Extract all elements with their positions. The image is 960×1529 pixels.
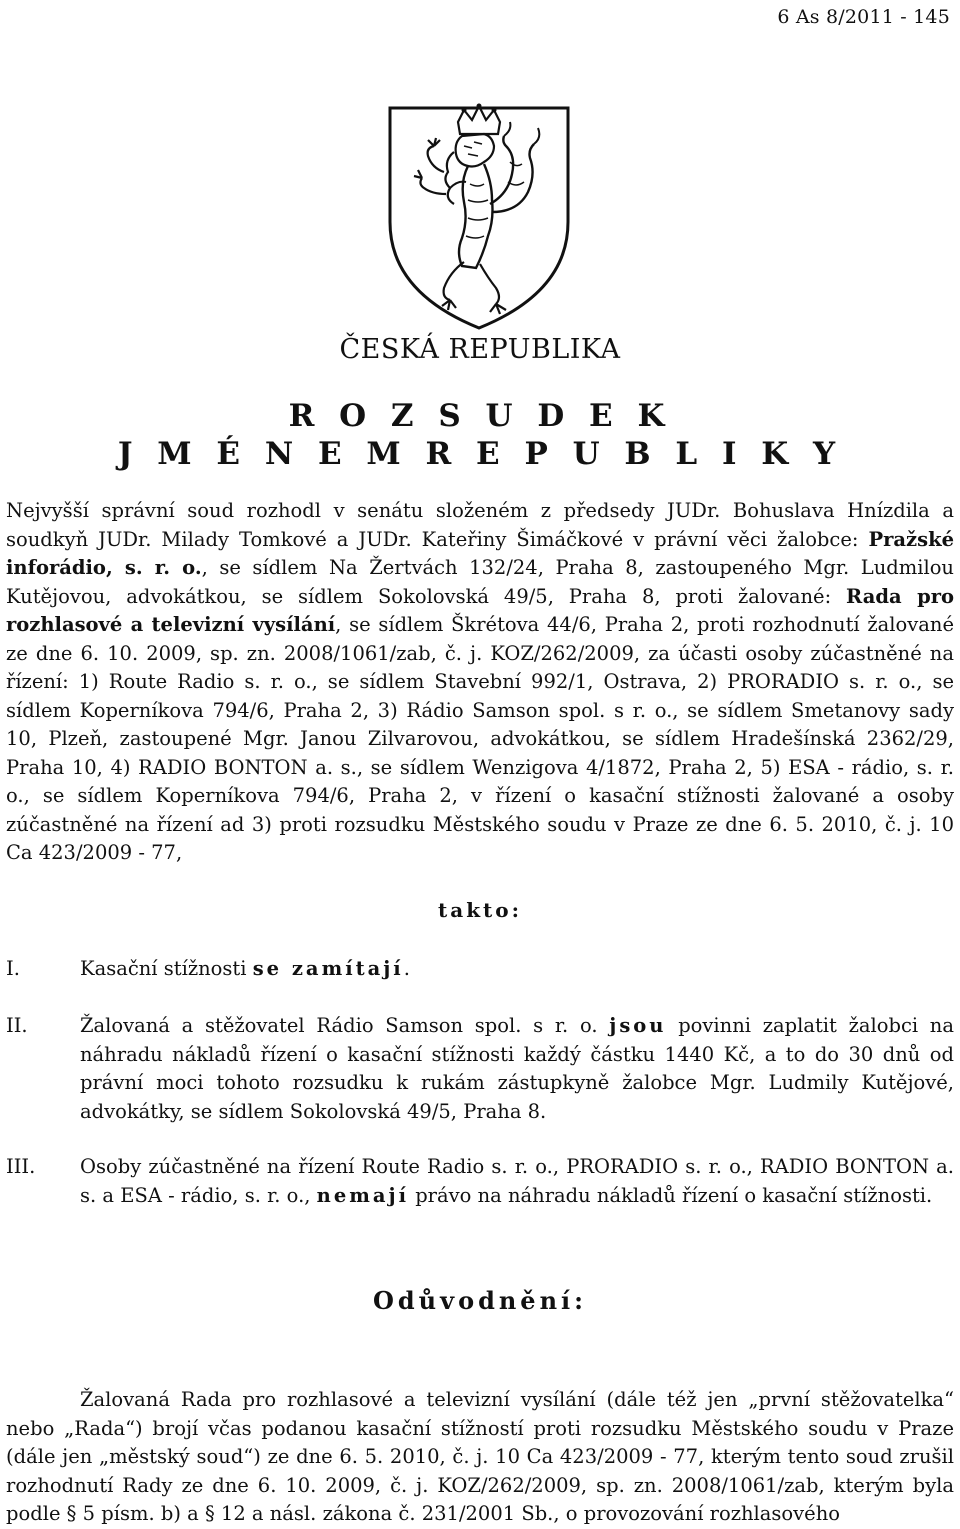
verdict-text (80, 955, 954, 984)
verdict-text (80, 1012, 954, 1126)
verdict-emphasis: jsou (609, 1014, 667, 1037)
verdict-text (80, 1153, 954, 1210)
intro-text-2: , se sídlem Na Žertvách 132/24, Praha 8, zastoupeného Mgr. Ludmilou Kutějovou, advokátkou, se sídlem Sokolovská 49/5, Praha 8, proti žalované: (6, 556, 954, 608)
czech-lion-coat-of-arms-icon (384, 102, 574, 332)
country-heading: ČESKÁ REPUBLIKA (339, 334, 621, 365)
verdict-text-part: Osoby zúčastněné na řízení Route Radio s. r. o., PRORADIO s. r. o., RADIO BONTON a. s. a ESA - rádio, s. r. o., (80, 1155, 954, 1207)
intro-paragraph (6, 497, 954, 868)
verdict-number: II. (6, 1014, 28, 1037)
reasoning-heading: Odůvodnění: (372, 1286, 587, 1315)
plaintiff-name: Pražské inforádio, s. r. o. (6, 527, 954, 579)
verdict-item-ii (6, 1012, 954, 1126)
verdict-emphasis: se zamítají (252, 957, 404, 980)
verdict-text-tail: právo na náhradu nákladů řízení o kasační stížnosti. (409, 1183, 933, 1207)
verdict-text-part: Kasační stížnosti (80, 957, 253, 980)
judgment-subtitle: J M É N E M R E P U B L I K Y (117, 436, 843, 472)
reasoning-paragraph: Žalovaná Rada pro rozhlasové a televizní vysílání (dále též jen „první stěžovatelka“ nebo „Rada“) brojí včas podanou kasační stížností proti rozsudku Městského soudu v Praze (dále jen „městský soud“) ze dne 6. 5. 2010, č. j. 10 Ca 423/2009 - 77, kterým tento soud zrušil rozhodnutí Rady ze dne 6. 10. 2009, č. j. KOZ/262/2009, sp. zn. 2008/1061/zab, kterým byla podle § 5 písm. b) a § 12 a násl. zákona č. 231/2001 Sb., o provozování rozhlasového (6, 1388, 954, 1525)
case-reference: 6 As 8/2011 - 145 (777, 6, 950, 28)
defendant-name: Rada pro rozhlasové a televizní vysílání (6, 584, 955, 636)
verdict-text-tail: povinni zaplatit žalobci na náhradu nákladů řízení o kasační stížnosti každý částku 1440 Kč, a to do 30 dnů od právní moci tohoto rozsudku k rukám zástupkyně žalobce Mgr. Ludmily Kutějové, advokátky, se sídlem Sokolovská 49/5, Praha 8. (80, 1014, 954, 1123)
verdict-item-i (6, 955, 954, 984)
takto-heading: takto: (438, 898, 523, 922)
verdict-text-tail: . (403, 957, 410, 980)
verdict-item-iii (6, 1153, 954, 1210)
verdict-emphasis: nemají (316, 1183, 409, 1207)
verdict-text-part: Žalovaná a stěžovatel Rádio Samson spol. s r. o. (80, 1014, 610, 1037)
verdict-number: I. (6, 957, 20, 980)
intro-text-3: , se sídlem Škrétova 44/6, Praha 2, proti rozhodnutí žalované ze dne 6. 10. 2009, sp. zn. 2008/1061/zab, č. j. KOZ/262/2009, za účasti osoby zúčastněné na řízení: 1) Route Radio s. r. o., se sídlem Stavební 992/1, Ostrava, 2) PRORADIO s. r. o., se sídlem Koperníkova 794/6, Praha 2, 3) Rádio Samson spol. s r. o., se sídlem Smetanovy sady 10, Plzeň, zastoupené Mgr. Janou Zilvarovou, advokátkou, se sídlem Hradešínská 2362/29, Praha 10, 4) RADIO BONTON a. s., se sídlem Wenzigova 4/1872, Praha 2, 5) ESA - rádio, s. r. o., se sídlem Koperníkova 794/6, Praha 2, v řízení o kasační stížnosti žalované a osoby zúčastněné na řízení ad 3) proti rozsudku Městského soudu v Praze ze dne 6. 5. 2010, č. j. 10 Ca 423/2009 - 77, (6, 613, 954, 864)
intro-text-1: Nejvyšší správní soud rozhodl v senátu složeném z předsedy JUDr. Bohuslava Hnízdila a soudkyň JUDr. Milady Tomkové a JUDr. Kateřiny Šimáčkové v právní věci žalobce: (6, 499, 954, 551)
judgment-title: R O Z S U D E K (288, 398, 672, 434)
verdict-number: III. (6, 1155, 36, 1178)
